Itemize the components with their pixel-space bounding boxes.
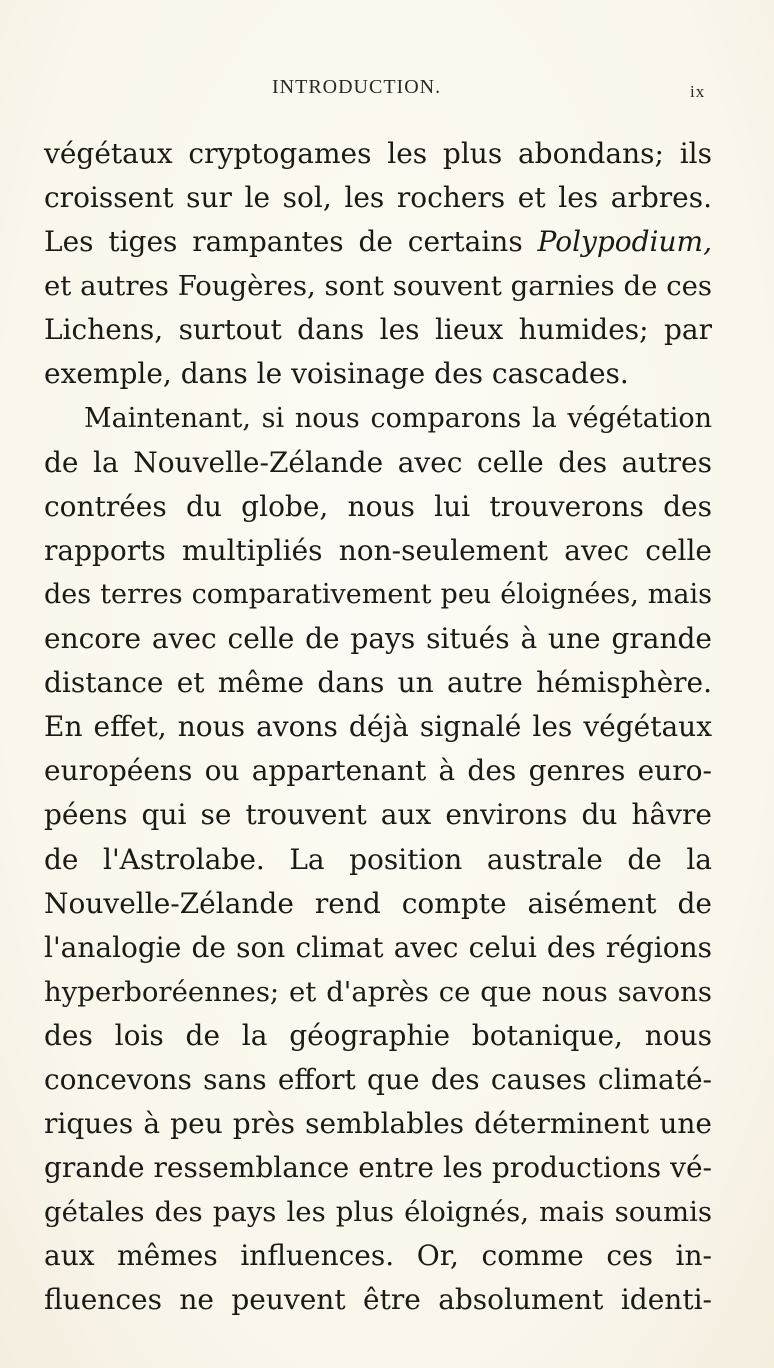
text-line: fluences ne peuvent être absolument identi- [44,1283,712,1317]
text-line: En effet, nous avons déjà signalé les végétaux [44,710,712,744]
page-title: INTRODUCTION. [272,76,442,98]
text-line: hyperboréennes; et d'après ce que nous savons [44,975,712,1008]
text-line: contrées du globe, nous lui trouverons des [44,489,712,523]
running-head [0,76,774,106]
text-line: des lois de la géographie botanique, nous [44,1018,712,1052]
page-number: ix [690,82,706,101]
text-line: et autres Fougères, sont souvent garnies de ces [44,270,712,303]
text-line: des terres comparativement peu éloignées, mais [44,578,712,610]
italic-genus-name: Polypodium, [537,225,712,259]
text-line: Nouvelle-Zélande rend compte aisément de [44,886,712,920]
text-line: concevons sans effort que des causes climaté- [44,1062,712,1096]
text-line: distance et même dans un autre hémisphère. [44,666,712,700]
text-line: croissent sur le sol, les rochers et les arbres. [44,181,712,215]
text-line: aux mêmes influences. Or, comme ces in- [44,1239,712,1273]
text-line: encore avec celle de pays situés à une grande [44,622,712,656]
text-line: riques à peu près semblables déterminent une [44,1107,712,1141]
text-line: gétales des pays les plus éloignés, mais soumis [44,1196,712,1229]
text-line-roman: Les tiges rampantes de certains [44,225,538,259]
text-line: végétaux cryptogames les plus abondans; ils [44,137,712,170]
text-line: rapports multipliés non-seulement avec celle [44,533,712,567]
text-line: Lichens, surtout dans les lieux humides; par [44,313,712,347]
text-line: de la Nouvelle-Zélande avec celle des autres [44,445,712,479]
text-line: péens qui se trouvent aux environs du hâvre [44,798,712,832]
paragraph-start-line: Maintenant, si nous comparons la végétation [84,402,712,434]
body-text [44,132,712,1323]
text-line: grande ressemblance entre les productions vé- [44,1151,712,1185]
paragraph-end-line: exemple, dans le voisinage des cascades. [44,357,629,391]
text-line: européens ou appartenant à des genres euro- [44,754,712,788]
text-line: l'analogie de son climat avec celui des régions [44,930,712,964]
text-line: de l'Astrolabe. La position australe de la [44,842,712,876]
text-line [44,220,712,264]
